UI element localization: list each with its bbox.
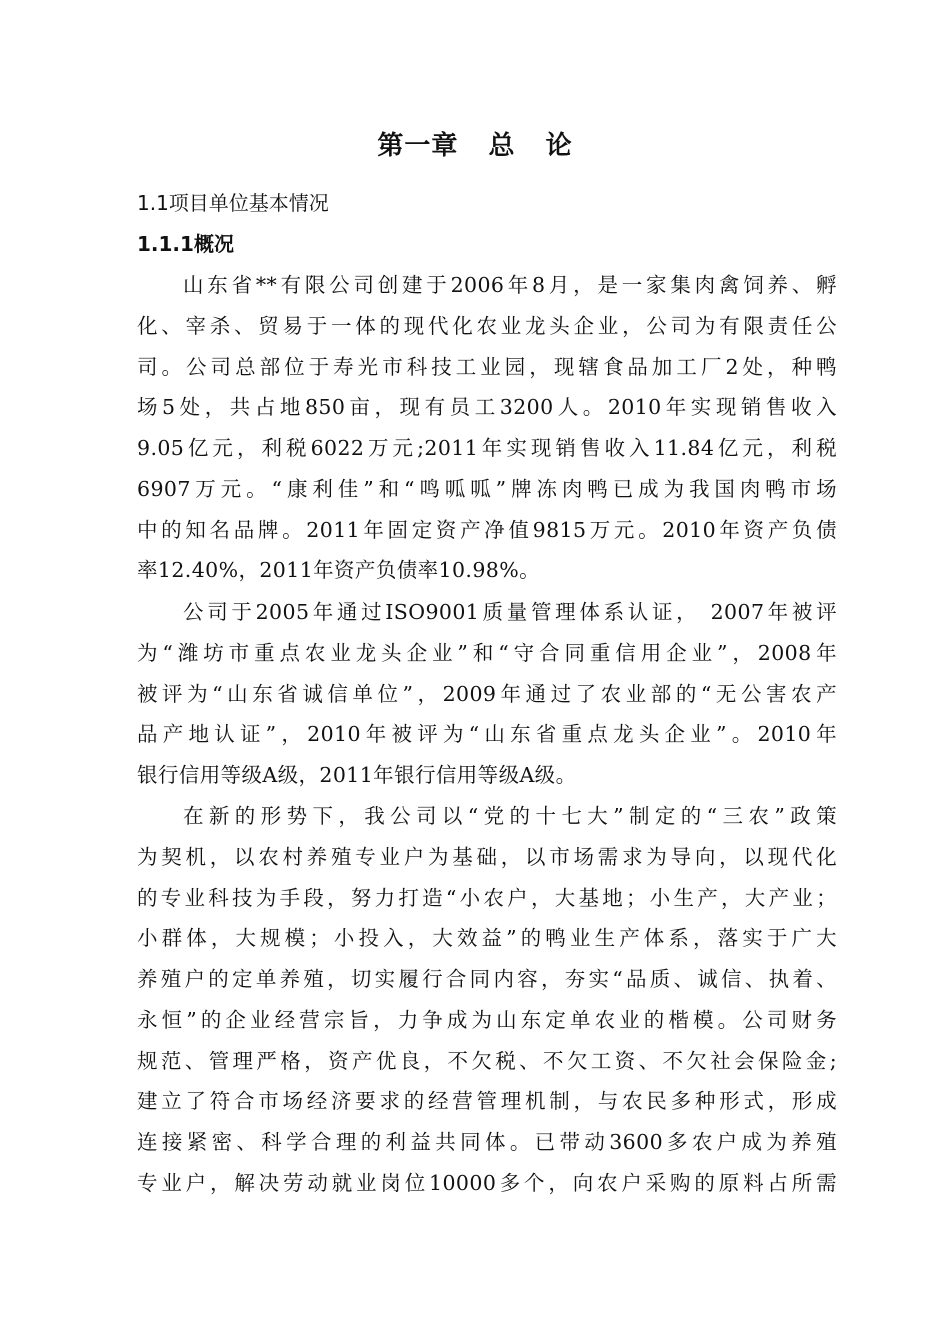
paragraph-line: 被评为“山东省诚信单位”，2009年通过了农业部的“无公害农产 [137,681,837,706]
paragraph-line: 为契机，以农村养殖专业户为基础，以市场需求为导向，以现代化 [137,844,837,869]
subsection-heading: 1.1.1概况 [137,232,234,256]
paragraph-line: 养殖户的定单养殖，切实履行合同内容，夯实“品质、诚信、执着、 [137,967,837,991]
paragraph-line: 银行信用等级A级，2011年银行信用等级A级。 [137,763,577,787]
section-heading: 1.1项目单位基本情况 [137,191,329,215]
paragraph-line: 场5处，共占地850亩，现有员工3200人。2010年实现销售收入 [137,395,837,420]
paragraph-strategy [137,796,837,1204]
paragraph-line: 专业户，解决劳动就业岗位10000多个，向农户采购的原料占所需 [137,1170,837,1195]
paragraph-certifications [137,592,837,796]
paragraph-line: 在新的形势下，我公司以“党的十七大”制定的“三农”政策 [183,804,837,828]
paragraph-line: 化、宰杀、贸易于一体的现代化农业龙头企业，公司为有限责任公 [137,313,837,338]
paragraph-line: 山东省**有限公司创建于2006年8月，是一家集肉禽饲养、孵 [183,273,837,297]
chapter-title: 第一章 总 论 [377,131,573,161]
paragraph-line: 率12.40%，2011年资产负债率10.98%。 [137,558,541,583]
paragraph-line: 永恒”的企业经营宗旨，力争成为山东定单农业的楷模。公司财务 [137,1007,837,1032]
paragraph-line: 6907万元。“康利佳”和“鸣呱呱”牌冻肉鸭已成为我国肉鸭市场 [137,476,837,501]
paragraph-line: 品产地认证”，2010年被评为“山东省重点龙头企业”。2010年 [137,722,837,747]
paragraph-line: 的专业科技为手段，努力打造“小农户，大基地；小生产，大产业； [137,885,837,910]
paragraph-line: 连接紧密、科学合理的利益共同体。已带动3600多农户成为养殖 [137,1130,837,1154]
paragraph-line: 司。公司总部位于寿光市科技工业园，现辖食品加工厂2处，种鸭 [137,354,837,379]
paragraph-line: 公司于2005年通过ISO9001质量管理体系认证， 2007年被评 [183,600,837,624]
paragraph-line: 规范、管理严格，资产优良，不欠税、不欠工资、不欠社会保险金; [137,1048,837,1073]
paragraph-line: 为“潍坊市重点农业龙头企业”和“守合同重信用企业”，2008年 [137,640,837,665]
paragraph-line: 中的知名品牌。2011年固定资产净值9815万元。2010年资产负债 [137,517,837,542]
paragraph-company-overview [137,265,837,591]
paragraph-line: 小群体，大规模；小投入，大效益”的鸭业生产体系，落实于广大 [137,926,837,951]
paragraph-line: 9.05亿元，利税6022万元;2011年实现销售收入11.84亿元，利税 [137,436,837,460]
paragraph-line: 建立了符合市场经济要求的经营管理机制，与农民多种形式，形成 [137,1089,837,1114]
